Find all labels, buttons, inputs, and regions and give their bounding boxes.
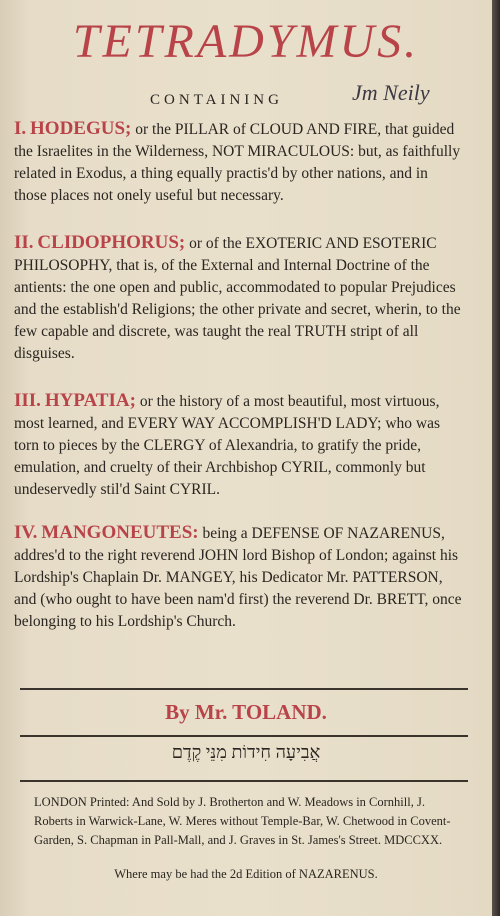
section-3 bbox=[14, 390, 462, 501]
book-title: TETRADYMUS. bbox=[72, 15, 420, 68]
divider-middle bbox=[20, 735, 468, 737]
section-2 bbox=[14, 232, 462, 365]
page-edge bbox=[492, 0, 500, 916]
author-line: By Mr. TOLAND. bbox=[165, 700, 327, 724]
hebrew-motto: אֲבִיעָה חִידוֹת מִנֵּי קֶדֶם bbox=[171, 742, 321, 762]
containing-label: CONTAINING bbox=[150, 92, 283, 108]
section-4 bbox=[14, 522, 462, 633]
section-4-text: being a DEFENSE OF NAZARENUS, addres'd to the right reverend JOHN lord Bishop of London; against his Lordship's Chaplain Dr. MANGEY, his Dedicator Mr. PATTERSON, and (who ought to have been nam'd first) the reverend Dr. BRETT, once belonging to his Lordship's Church. bbox=[14, 525, 462, 630]
section-3-heading: HYPATIA; bbox=[44, 390, 136, 411]
section-1-heading: HODEGUS; bbox=[30, 118, 132, 139]
section-2-text: or of the EXOTERIC AND ESOTERIC PHILOSOPHY, that is, of the External and Internal Doctrine of the antients: the one open and public, accommodated to popular Prejudices and the establish'd Religions; the other private and secret, wherin, to the few capable and discrete, was taught the real TRUTH stript of all disguises. bbox=[14, 235, 461, 362]
section-3-text: or the history of a most beautiful, most virtuous, most learned, and EVERY WAY ACCOMPLISH'D LADY; who was torn to pieces by the CLERGY of Alexandria, to gratify the pride, emulation, and cruelty of their Archbishop CYRIL, commonly but undeservedly stil'd Saint CYRIL. bbox=[14, 393, 441, 498]
section-1-number: I. bbox=[14, 118, 27, 139]
edition-note: Where may be had the 2d Edition of NAZARENUS. bbox=[114, 867, 378, 881]
divider-bottom bbox=[20, 780, 468, 782]
section-2-number: II. bbox=[14, 232, 34, 253]
section-4-heading: MANGONEUTES: bbox=[41, 522, 199, 543]
section-1 bbox=[14, 118, 462, 207]
section-2-heading: CLIDOPHORUS; bbox=[37, 232, 186, 253]
imprint: LONDON Printed: And Sold by J. Brotherton and W. Meadows in Cornhill, J. Roberts in Warwick-Lane, W. Meres without Temple-Bar, W. Chetwood in Covent-Garden, S. Chapman in Pall-Mall, and J. Graves in St. James's Street. MDCCXX. bbox=[34, 795, 451, 847]
divider-top bbox=[20, 688, 468, 690]
handwritten-signature: Jm Neily bbox=[352, 80, 430, 105]
section-4-number: IV. bbox=[14, 522, 38, 543]
section-3-number: III. bbox=[14, 390, 41, 411]
section-1-text: or the PILLAR of CLOUD AND FIRE, that guided the Israelites in the Wilderness, NOT MIRACULOUS: but, as faithfully related in Exodus, a thing equally practis'd by other nations, and in those places not onely useful but necessary. bbox=[14, 121, 461, 204]
